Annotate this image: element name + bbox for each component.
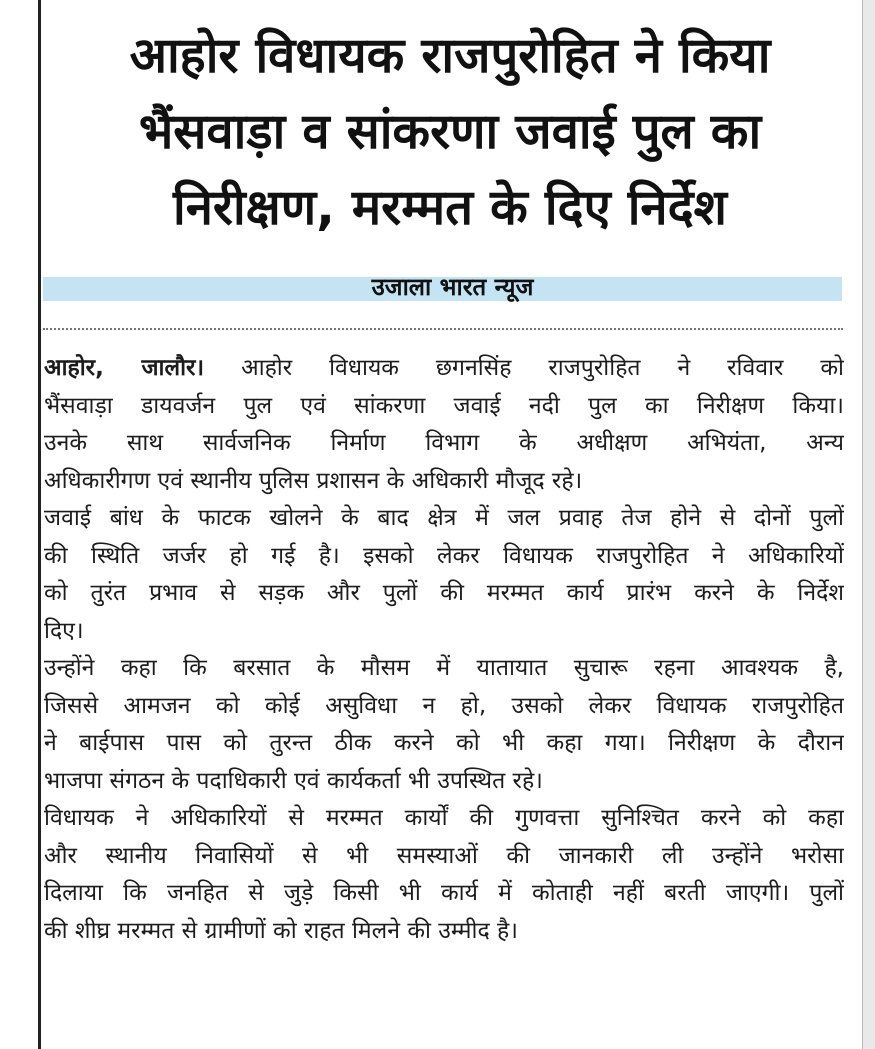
article-line: [44, 350, 844, 388]
article-line: भैंसवाड़ा डायवर्जन पुल एवं सांकरणा जवाई नदी पुल का निरीक्षण किया।: [44, 392, 844, 419]
article-body: [44, 350, 844, 950]
article-line: जिससे आमजन को कोई असुविधा न हो, उसको लेकर विधायक राजपुरोहित: [44, 692, 844, 719]
byline: उजाला भारत न्यूज: [371, 273, 534, 301]
article-line: ने बाईपास पास को तुरन्त ठीक करने को भी कहा गया। निरीक्षण के दौरान: [44, 730, 844, 756]
article-line: को तुरंत प्रभाव से सड़क और पुलों की मरम्मत कार्य प्रारंभ करने के निर्देश: [44, 580, 844, 606]
article-line: अधिकारीगण एवं स्थानीय पुलिस प्रशासन के अधिकारी मौजूद रहे।: [44, 467, 583, 494]
article-line: भाजपा संगठन के पदाधिकारी एवं कार्यकर्ता भी उपस्थित रहे।: [44, 767, 543, 794]
article-line: की शीघ्र मरम्मत से ग्रामीणों को राहत मिलने की उम्मीद है।: [44, 917, 518, 944]
article-line: दिलाया कि जनहित से जुड़े किसी भी कार्य में कोताही नहीं बरती जाएगी। पुलों: [44, 880, 844, 906]
headline: [44, 18, 856, 246]
article-line: दिए।: [44, 617, 84, 644]
page-edge: [862, 0, 875, 1049]
column-rule: [38, 0, 41, 1049]
article-line: उन्होंने कहा कि बरसात के मौसम में यातायात सुचारू रहना आवश्यक है,: [44, 655, 844, 681]
article-line: जवाई बांध के फाटक खोलने के बाद क्षेत्र में जल प्रवाह तेज होने से दोनों पुलों: [44, 505, 844, 531]
headline-line: आहोर विधायक राजपुरोहित ने किया: [129, 27, 771, 84]
dateline: आहोर, जालौर।: [44, 355, 205, 381]
article-line: और स्थानीय निवासियों से भी समस्याओं की जानकारी ली उन्होंने भरोसा: [44, 842, 844, 869]
article-line: की स्थिति जर्जर हो गई है। इसको लेकर विधायक राजपुरोहित ने अधिकारियों: [44, 542, 844, 569]
headline-line: भैंसवाड़ा व सांकरणा जवाई पुल का: [138, 103, 762, 160]
page-edge-line: [862, 0, 863, 1049]
headline-line: निरीक्षण, मरम्मत के दिए निर्देश: [173, 179, 727, 236]
article-line: उनके साथ सार्वजनिक निर्माण विभाग के अधीक्षण अभियंता, अन्य: [44, 430, 844, 456]
article-line-text: आहोर विधायक छगनसिंह राजपुरोहित ने रविवार को: [204, 355, 844, 381]
article-line: विधायक ने अधिकारियों से मरम्मत कार्यों की गुणवत्ता सुनिश्चित करने को कहा: [44, 805, 844, 831]
dotted-divider: [43, 328, 843, 330]
